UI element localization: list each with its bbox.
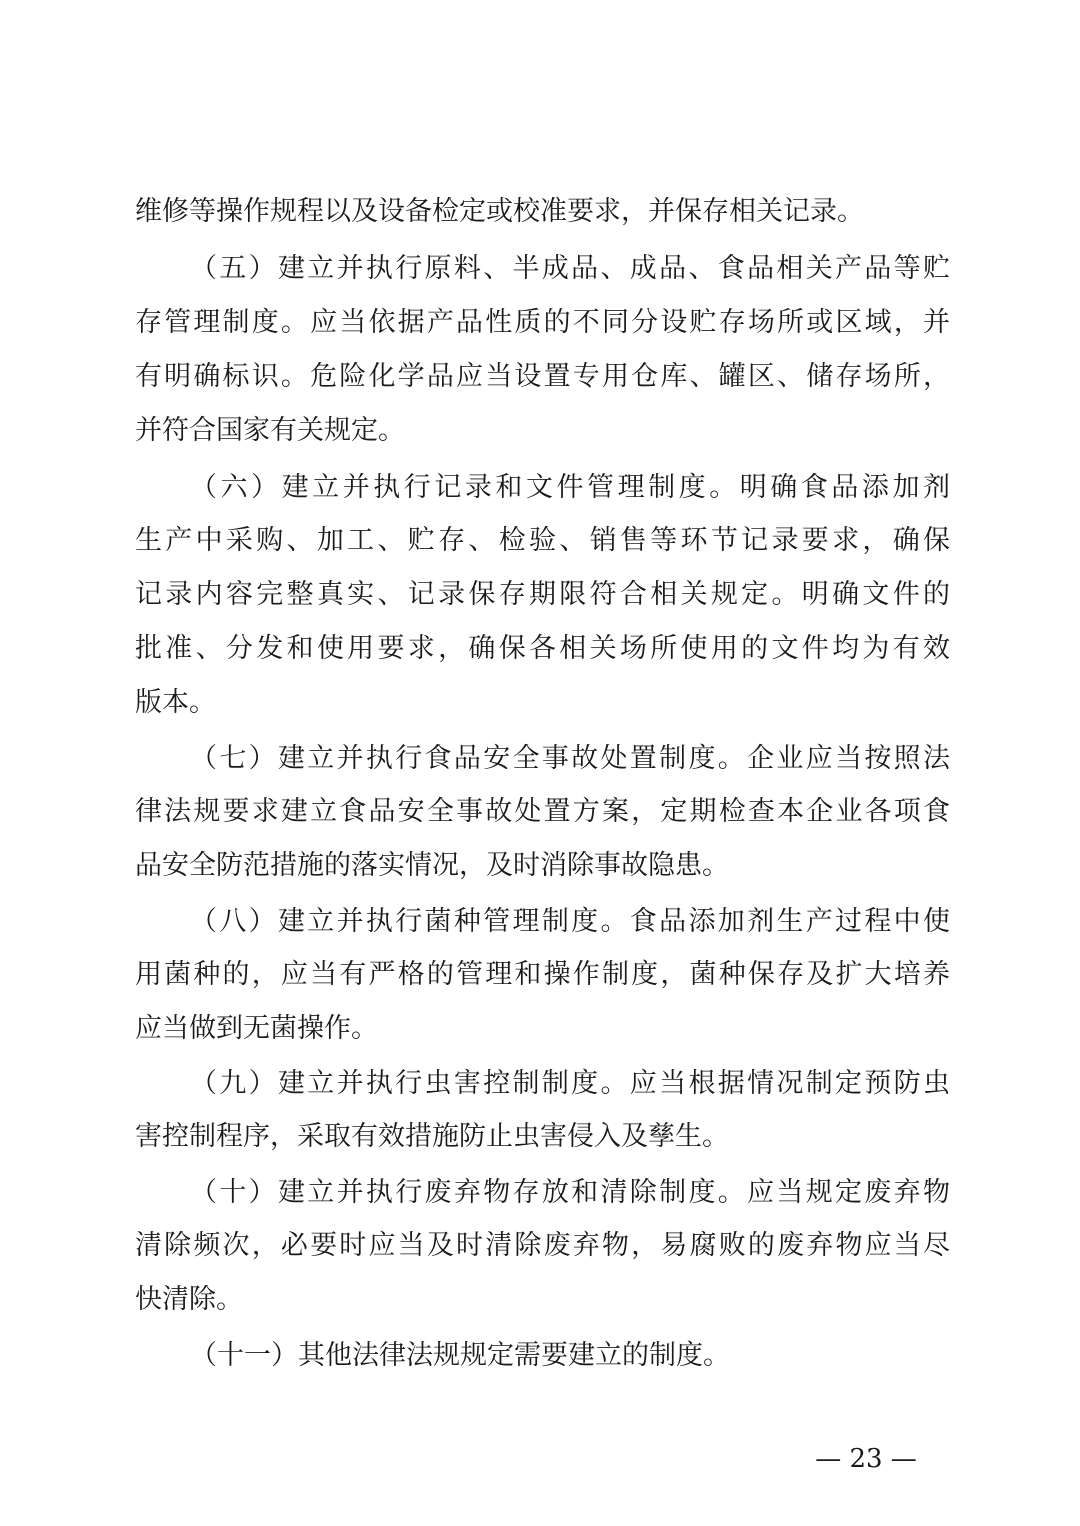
body-text-line: （十）建立并执行废弃物存放和清除制度。应当规定废弃物	[190, 1177, 950, 1208]
page-number: — 23 —	[815, 1444, 917, 1474]
body-text-line: 记录内容完整真实、记录保存期限符合相关规定。明确文件的	[135, 579, 950, 610]
body-text-line: 并符合国家有关规定。	[135, 415, 405, 446]
body-text-line: 清除频次，必要时应当及时清除废弃物，易腐败的废弃物应当尽	[135, 1230, 950, 1261]
body-text-line: （十一）其他法律法规规定需要建立的制度。	[190, 1340, 730, 1371]
body-text-line: （五）建立并执行原料、半成品、成品、食品相关产品等贮	[190, 253, 950, 284]
body-text-line: 用菌种的，应当有严格的管理和操作制度，菌种保存及扩大培养	[135, 959, 950, 990]
body-text-line: 应当做到无菌操作。	[135, 1013, 378, 1044]
body-text-line: （六）建立并执行记录和文件管理制度。明确食品添加剂	[190, 472, 950, 503]
body-text-line: 有明确标识。危险化学品应当设置专用仓库、罐区、储存场所，	[135, 361, 950, 392]
body-text-line: 害控制程序，采取有效措施防止虫害侵入及孳生。	[135, 1121, 729, 1152]
body-text-line: 批准、分发和使用要求，确保各相关场所使用的文件均为有效	[135, 633, 950, 664]
body-text-line: 律法规要求建立食品安全事故处置方案，定期检查本企业各项食	[135, 796, 950, 827]
body-text-line: 快清除。	[135, 1284, 243, 1315]
body-text-line: 存管理制度。应当依据产品性质的不同分设贮存场所或区域，并	[135, 307, 950, 338]
body-text-line: 品安全防范措施的落实情况，及时消除事故隐患。	[135, 850, 729, 881]
body-text-line: （七）建立并执行食品安全事故处置制度。企业应当按照法	[190, 743, 950, 774]
body-text-line: 生产中采购、加工、贮存、检验、销售等环节记录要求，确保	[135, 525, 950, 556]
body-text-line: 维修等操作规程以及设备检定或校准要求，并保存相关记录。	[135, 196, 864, 227]
body-text-line: 版本。	[135, 687, 216, 718]
body-text-line: （八）建立并执行菌种管理制度。食品添加剂生产过程中使	[190, 906, 950, 937]
body-text-line: （九）建立并执行虫害控制制度。应当根据情况制定预防虫	[190, 1068, 950, 1099]
